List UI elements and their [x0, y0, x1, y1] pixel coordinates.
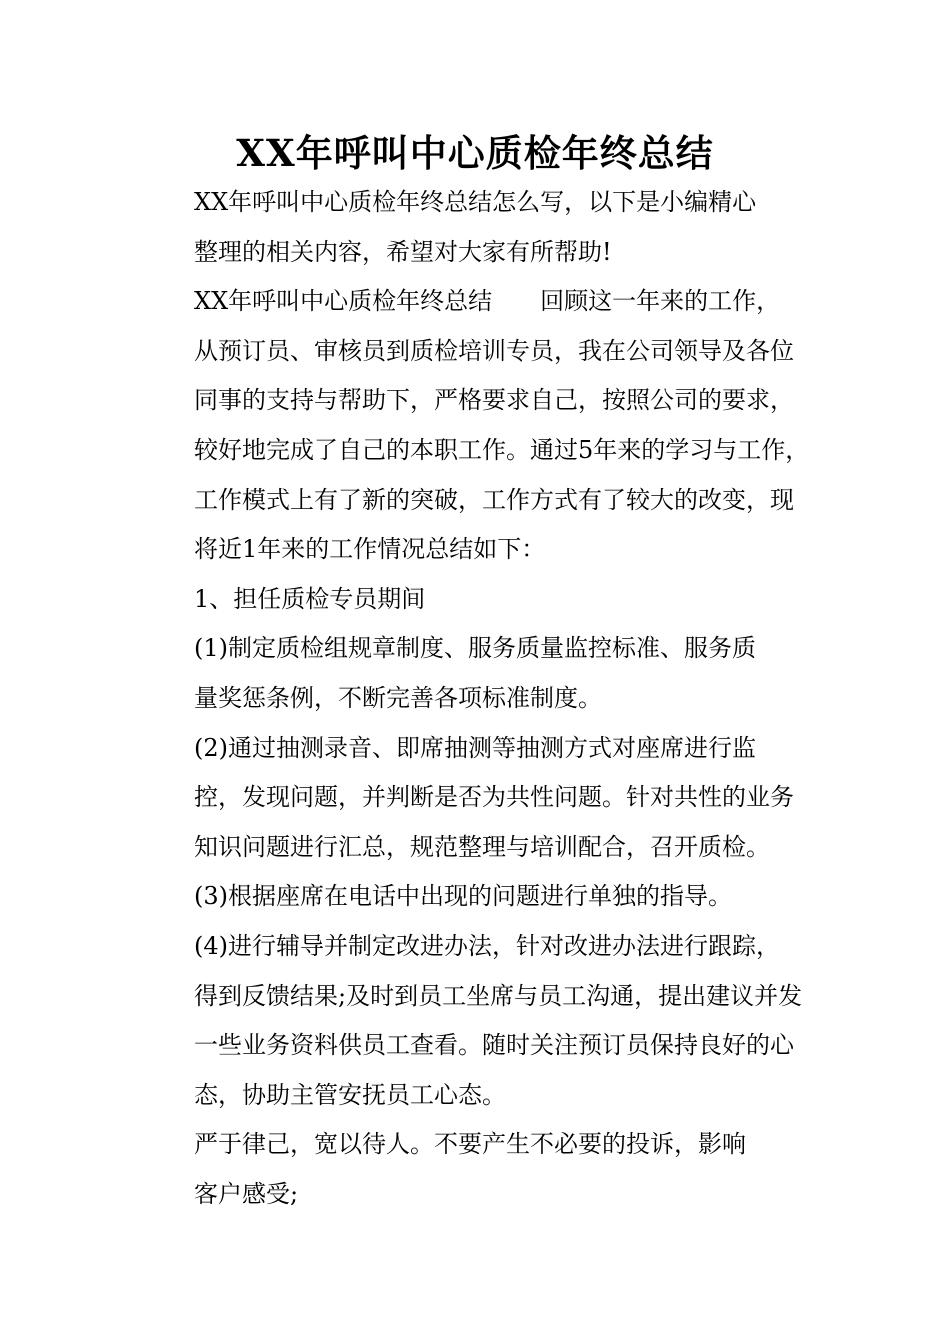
list-item-1: [146, 624, 836, 723]
paragraph-line: 较好地完成了自己的本职工作。通过5年来的学习与工作，: [194, 435, 810, 464]
paragraph-line: 量奖惩条例，不断完善各项标准制度。: [194, 683, 602, 712]
paragraph-review: [146, 277, 836, 575]
paragraph-line: 严于律己，宽以待人。不要产生不必要的投诉，影响: [194, 1130, 746, 1159]
paragraph-line: XX年呼叫中心质检年终总结怎么写，以下是小编精心: [194, 188, 757, 216]
document-body: [146, 178, 836, 1219]
paragraph-line: 将近1年来的工作情况总结如下：: [194, 535, 546, 564]
paragraph-line: (1)制定质检组规章制度、服务质量监控标准、服务质: [194, 634, 756, 663]
paragraph-line: 从预订员、审核员到质检培训专员，我在公司领导及各位: [194, 336, 794, 365]
paragraph-line: (4)进行辅导并制定改进办法，针对改进办法进行跟踪，: [194, 931, 780, 960]
paragraph-line: (3)根据座席在电话中出现的问题进行单独的指导。: [194, 882, 732, 911]
list-item-4: [146, 922, 836, 1120]
list-item-3: [146, 872, 836, 922]
paragraph-intro: [146, 178, 836, 277]
document-title: XX年呼叫中心质检年终总结: [236, 131, 714, 175]
paragraph-line: 一些业务资料供员工查看。随时关注预订员保持良好的心: [194, 1031, 794, 1060]
paragraph-line: 同事的支持与帮助下，严格要求自己，按照公司的要求，: [194, 386, 794, 415]
paragraph-line: 客户感受;: [194, 1179, 299, 1208]
paragraph-line: 态，协助主管安抚员工心态。: [194, 1080, 506, 1109]
list-item-2: [146, 724, 836, 873]
paragraph-line: 控，发现问题，并判断是否为共性问题。针对共性的业务: [194, 783, 794, 812]
section-heading: [146, 575, 836, 625]
paragraph-line: 知识问题进行汇总，规范整理与培训配合，召开质检。: [194, 832, 770, 861]
paragraph-line: 整理的相关内容，希望对大家有所帮助!: [194, 237, 612, 266]
paragraph-line: (2)通过抽测录音、即席抽测等抽测方式对座席进行监: [194, 733, 756, 762]
paragraph-line: 得到反馈结果;及时到员工坐席与员工沟通，提出建议并发: [194, 981, 803, 1010]
paragraph-line: 1、担任质检专员期间: [194, 584, 426, 613]
paragraph-conduct: [146, 1120, 836, 1219]
paragraph-line: XX年呼叫中心质检年终总结 回顾这一年来的工作，: [194, 287, 781, 316]
paragraph-line: 工作模式上有了新的突破，工作方式有了较大的改变，现: [194, 485, 794, 514]
